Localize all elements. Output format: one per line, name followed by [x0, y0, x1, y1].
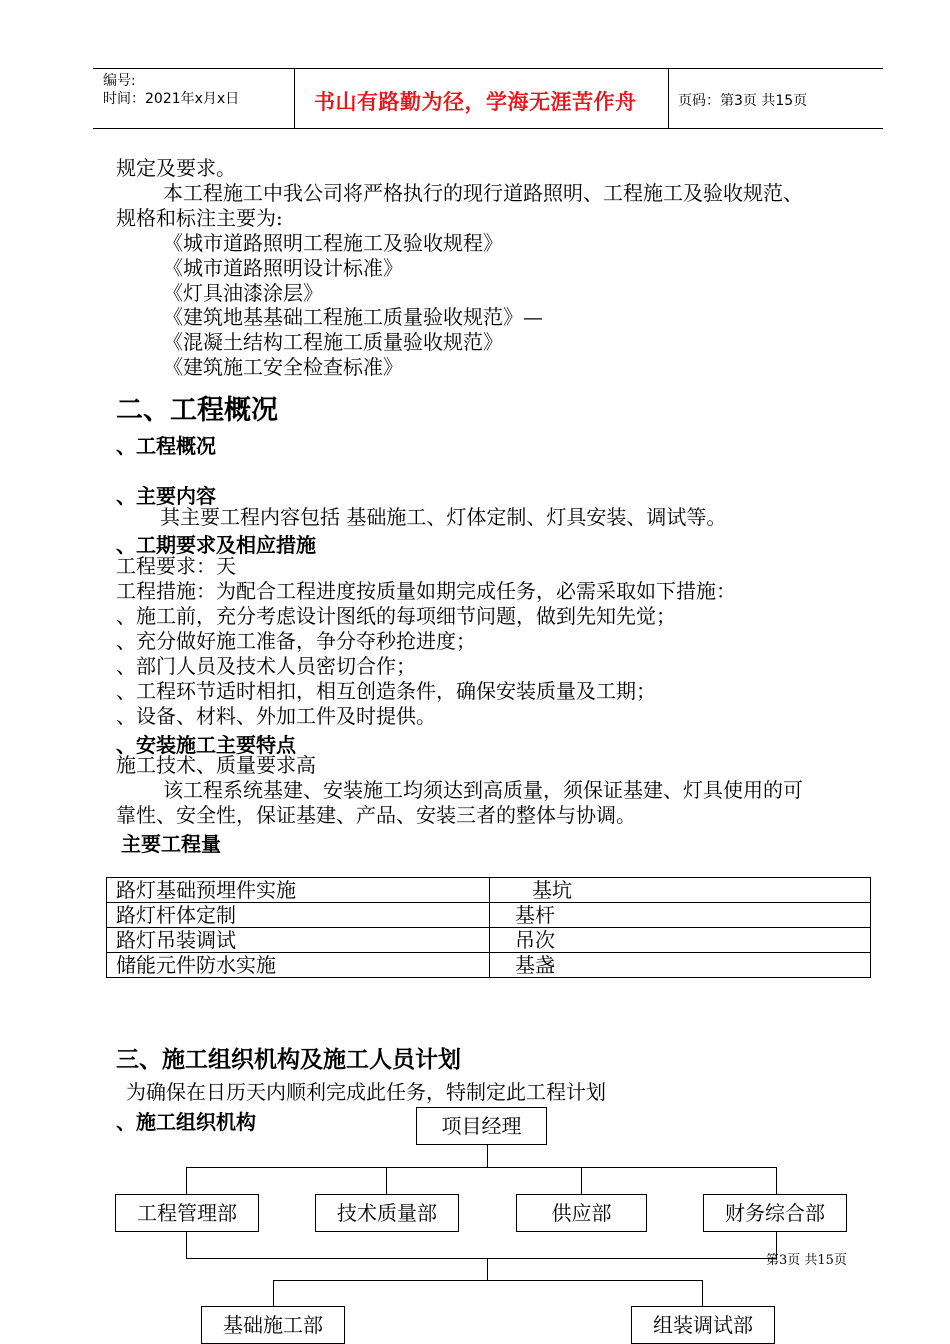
feature-desc: 该工程系统基建、安装施工均须达到高质量，须保证基建、灯具使用的可	[163, 778, 803, 802]
org-node-tech-quality	[315, 1194, 459, 1232]
org-node-label: 组装调试部	[653, 1313, 753, 1337]
table-cell-item: 路灯杆体定制	[107, 903, 490, 928]
org-node-foundation	[201, 1306, 345, 1344]
feature-text: 施工技术、质量要求高	[116, 753, 316, 777]
org-connector	[186, 1232, 187, 1258]
standard-item: 《灯具油漆涂层》	[163, 281, 323, 305]
measures-intro: 工程措施：为配合工程进度按质量如期完成任务，必需采取如下措施：	[116, 579, 736, 603]
org-node-label: 供应部	[551, 1201, 612, 1225]
org-node-label: 技术质量部	[337, 1201, 437, 1225]
section2-heading: 二、工程概况	[116, 395, 278, 426]
header-top-rule	[93, 68, 883, 69]
org-node-label: 工程管理部	[137, 1201, 237, 1225]
measure-item: 、工程环节适时相扣，相互创造条件，确保安装质量及工期；	[116, 679, 656, 703]
table-cell-unit	[490, 928, 871, 953]
org-connector	[273, 1280, 703, 1281]
table-row	[107, 928, 871, 953]
schedule-requirement: 工程要求：天	[116, 554, 236, 578]
quantities-table	[106, 877, 871, 978]
org-connector	[776, 1167, 777, 1194]
org-connector	[186, 1167, 187, 1194]
header-motto: 书山有路勤为径，学海无涯苦作舟	[314, 90, 637, 114]
org-node-assembly	[631, 1306, 775, 1344]
table-row	[107, 878, 871, 903]
section3-sub-org: 、施工组织机构	[116, 1110, 256, 1134]
org-connector	[487, 1145, 488, 1167]
section3-intro: 为确保在日历天内顺利完成此任务，特制定此工程计划	[126, 1080, 606, 1104]
measure-item: 、部门人员及技术人员密切合作；	[116, 654, 416, 678]
standard-item: 《城市道路照明工程施工及验收规程》	[163, 231, 503, 255]
section2-sub-overview: 、工程概况	[116, 434, 216, 458]
paragraph-standards-intro-cont: 规格和标注主要为:	[116, 206, 283, 230]
section3-heading: 三、施工组织机构及施工人员计划	[116, 1047, 461, 1073]
measure-item: 、设备、材料、外加工件及时提供。	[116, 704, 436, 728]
org-node-engineering-mgmt	[115, 1194, 259, 1232]
table-unit-text: 基坑	[532, 878, 572, 902]
section2-sub-features: 、安装施工主要特点	[116, 733, 296, 757]
doc-number-label: 编号:	[103, 73, 136, 89]
table-row	[107, 903, 871, 928]
doc-time-label: 时间：2021年x月x日	[103, 91, 240, 107]
measure-item: 、充分做好施工准备，争分夺秒抢进度；	[116, 629, 476, 653]
table-cell-unit	[490, 903, 871, 928]
org-connector	[581, 1167, 582, 1194]
header-page-label: 页码：第3页 共15页	[678, 93, 808, 109]
table-row	[107, 953, 871, 978]
table-unit-text: 基盏	[515, 953, 555, 977]
org-connector	[386, 1167, 387, 1194]
org-node-supply	[516, 1194, 647, 1232]
header-divider-left	[294, 68, 295, 129]
org-node-label: 基础施工部	[223, 1313, 323, 1337]
footer-page-number: 第3页 共15页	[766, 1253, 847, 1268]
header-divider-right	[668, 68, 669, 129]
org-node-project-manager	[416, 1107, 547, 1145]
header-bottom-rule	[93, 128, 883, 129]
section2-sub-quantities: 主要工程量	[121, 832, 221, 856]
standard-item: 《建筑施工安全检查标准》	[163, 355, 403, 379]
org-node-finance	[703, 1194, 847, 1232]
org-connector	[487, 1258, 488, 1280]
org-node-label: 项目经理	[441, 1114, 522, 1138]
org-connector	[273, 1280, 274, 1306]
table-cell-item: 储能元件防水实施	[107, 953, 490, 978]
feature-desc-cont: 靠性、安全性，保证基建、产品、安装三者的整体与协调。	[116, 803, 636, 827]
standard-item: 《建筑地基基础工程施工质量验收规范》—	[163, 305, 543, 329]
measure-item: 、施工前，充分考虑设计图纸的每项细节问题，做到先知先觉；	[116, 604, 676, 628]
section2-sub-main-content: 、主要内容	[116, 484, 216, 508]
paragraph-standards-intro: 本工程施工中我公司将严格执行的现行道路照明、工程施工及验收规范、	[163, 181, 803, 205]
org-connector	[186, 1258, 777, 1259]
table-cell-item: 路灯吊装调试	[107, 928, 490, 953]
main-content-text: 其主要工程内容包括 基础施工、灯体定制、灯具安装、调试等。	[160, 505, 727, 529]
table-unit-text: 吊次	[515, 928, 555, 952]
standard-item: 《城市道路照明设计标准》	[163, 256, 403, 280]
table-cell-item: 路灯基础预埋件实施	[107, 878, 490, 903]
org-connector	[186, 1167, 777, 1168]
org-connector	[702, 1280, 703, 1306]
section2-sub-schedule: 、工期要求及相应措施	[116, 533, 316, 557]
table-cell-unit	[490, 953, 871, 978]
table-cell-unit	[490, 878, 871, 903]
standard-item: 《混凝土结构工程施工质量验收规范》	[163, 330, 503, 354]
org-node-label: 财务综合部	[725, 1201, 825, 1225]
paragraph-requirements: 规定及要求。	[116, 156, 236, 180]
table-unit-text: 基杆	[515, 903, 555, 927]
